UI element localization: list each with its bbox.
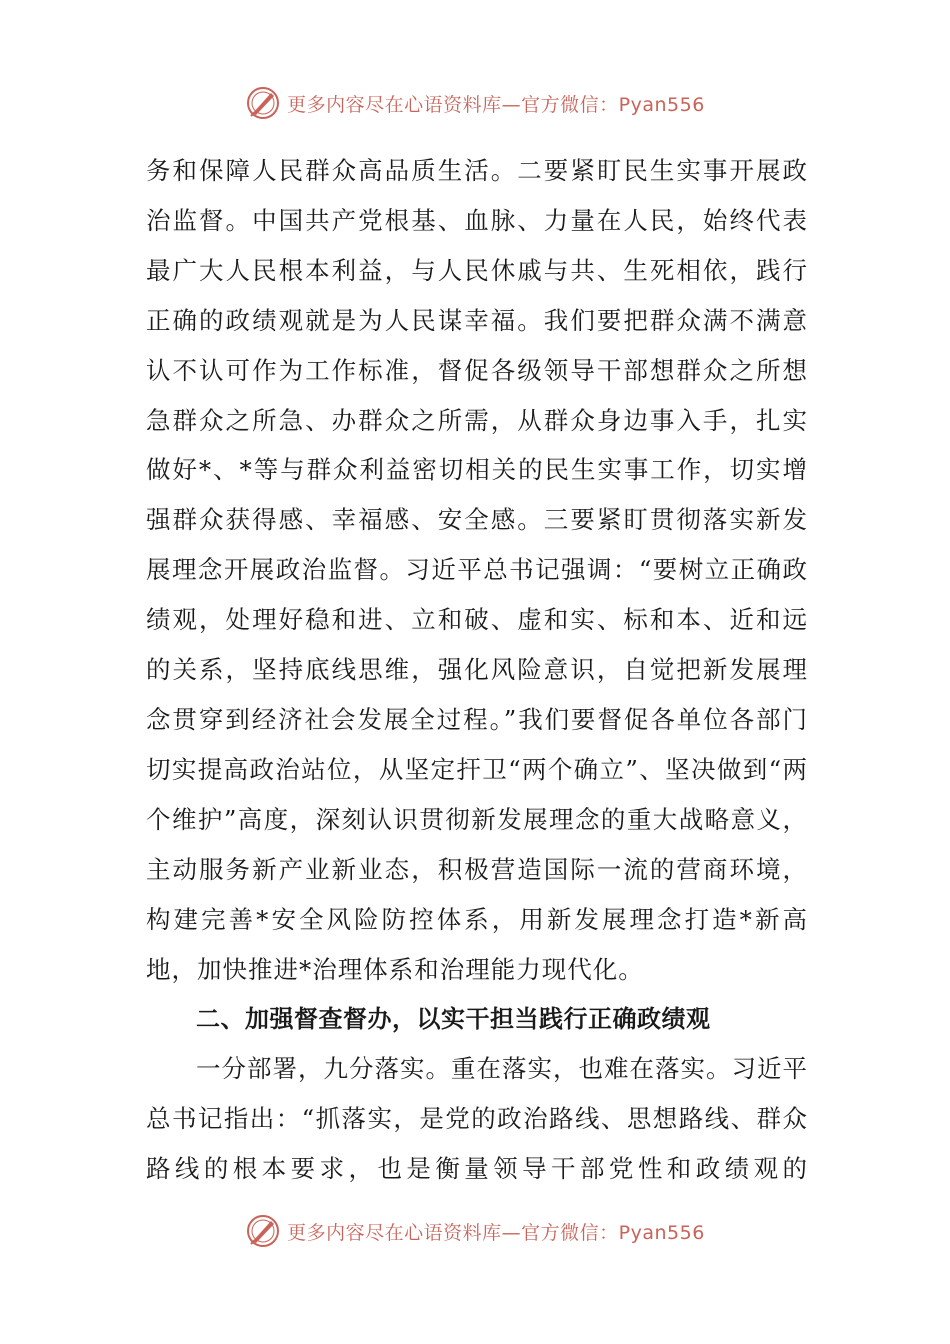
quill-seal-icon bbox=[245, 1213, 281, 1249]
header-watermark-inner bbox=[245, 85, 705, 121]
watermark-text: 更多内容尽在心语资料库—官方微信：Pyan556 bbox=[287, 1221, 705, 1244]
footer-watermark-banner bbox=[0, 1208, 950, 1254]
document-body bbox=[146, 146, 808, 1194]
body-paragraph-2: 一分部署，九分落实。重在落实，也难在落实。习近平总书记指出：“抓落实，是党的政治路线、思想路线、群众路线的根本要求，也是衡量领导干部党性和政绩观的 bbox=[146, 1054, 808, 1184]
header-watermark-banner bbox=[0, 80, 950, 126]
section-heading-2: 二、加强督查督办，以实干担当践行正确政绩观 bbox=[196, 1005, 711, 1034]
watermark-text: 更多内容尽在心语资料库—官方微信：Pyan556 bbox=[287, 93, 705, 116]
body-paragraph-1: 务和保障人民群众高品质生活。二要紧盯民生实事开展政治监督。中国共产党根基、血脉、力量在人民，始终代表最广大人民根本利益，与人民休戚与共、生死相依，践行正确的政绩观就是为人民谋幸福。我们要把群众满不满意认不认可作为工作标准，督促各级领导干部想群众之所想急群众之所急、办群众之所需，从群众身边事入手，扎实做好*、*等与群众利益密切相关的民生实事工作，切实增强群众获得感、幸福感、安全感。三要紧盯贯彻落实新发展理念开展政治监督。习近平总书记强调：“要树立正确政绩观，处理好稳和进、立和破、虚和实、标和本、近和远的关系，坚持底线思维，强化风险意识，自觉把新发展理念贯穿到经济社会发展全过程。”我们要督促各单位各部门切实提高政治站位，从坚定扞卫“两个确立”、坚决做到“两个维护”高度，深刻认识贯彻新发展理念的重大战略意义，主动服务新产业新业态，积极营造国际一流的营商环境，构建完善*安全风险防控体系，用新发展理念打造*新高地，加快推进*治理体系和治理能力现代化。 bbox=[146, 156, 808, 984]
footer-watermark-inner bbox=[245, 1213, 705, 1249]
quill-seal-icon bbox=[245, 85, 281, 121]
